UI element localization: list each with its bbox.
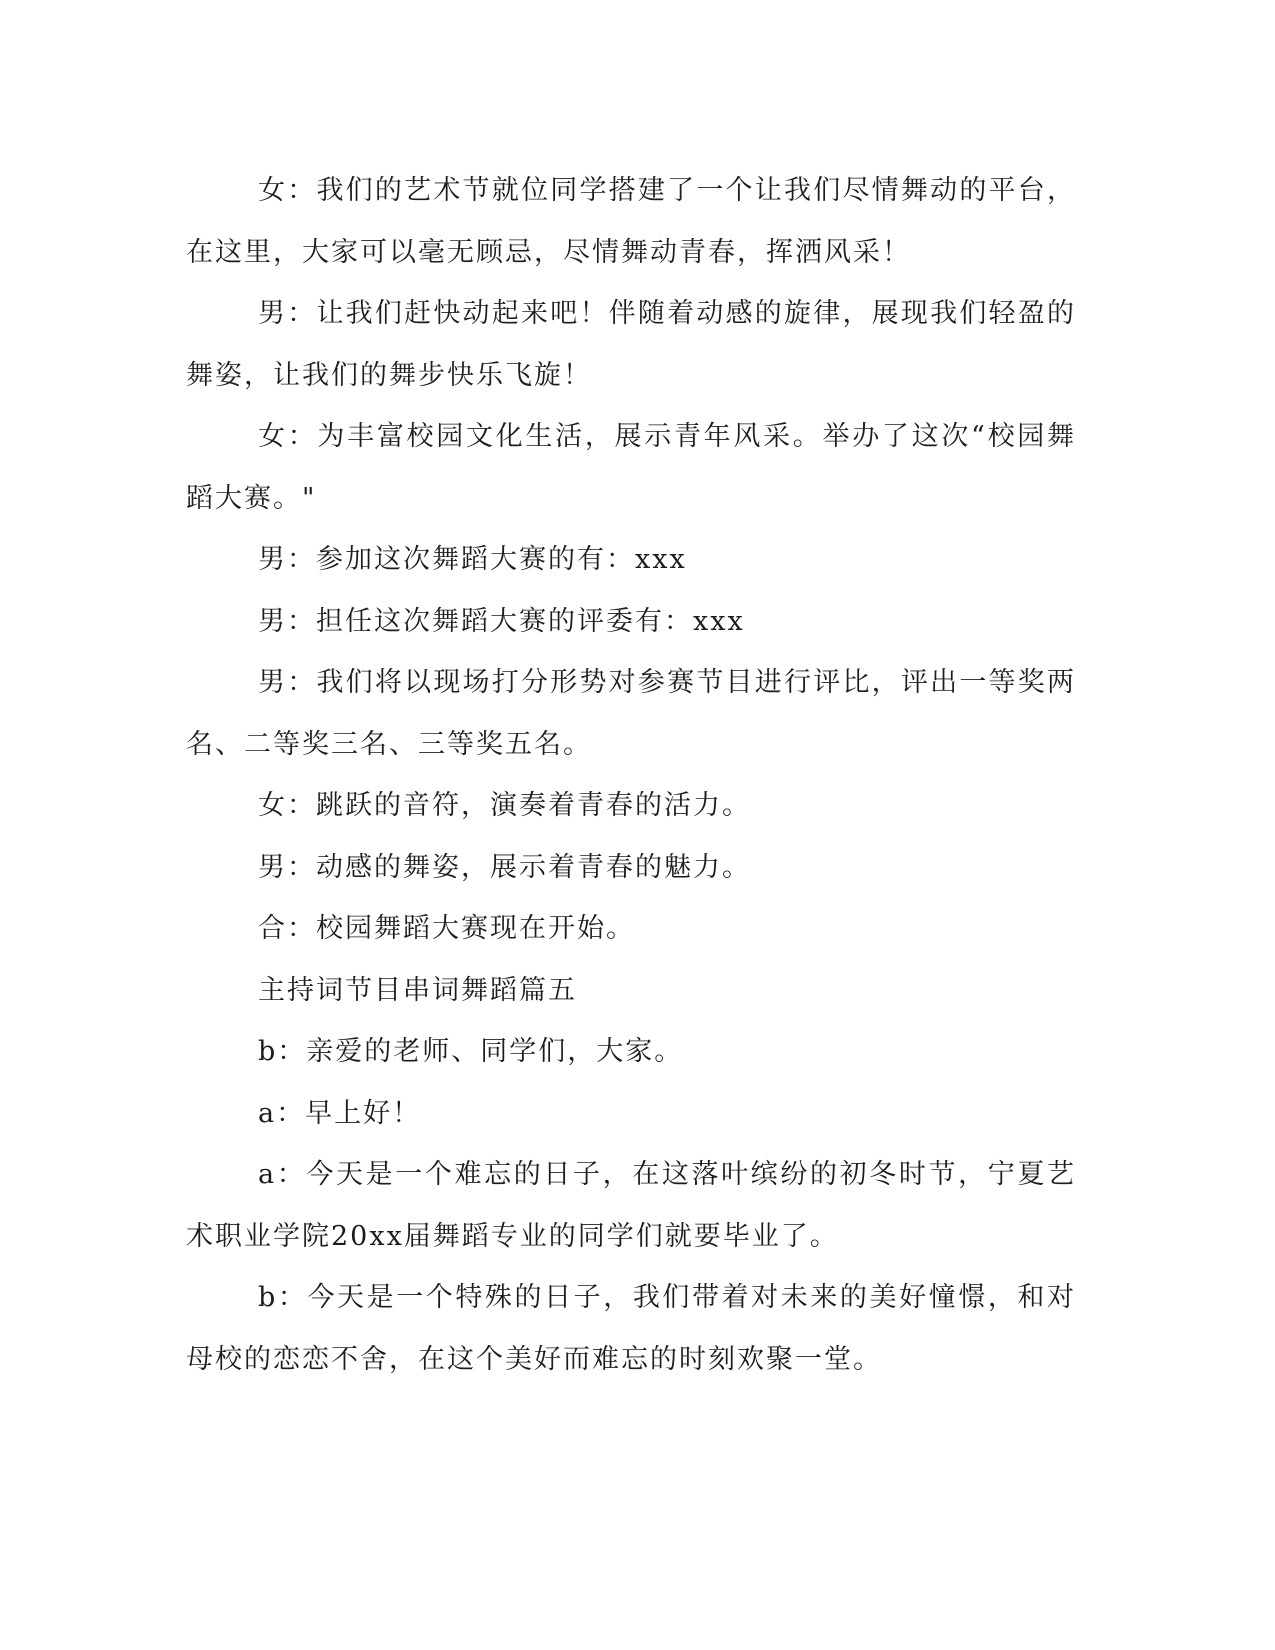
paragraph-5: 男：担任这次舞蹈大赛的评委有：xxx [258, 605, 745, 637]
paragraph-1: 女：我们的艺术节就位同学搭建了一个让我们尽情舞动的平台，在这里，大家可以毫无顾忌，尽情舞动青春，挥洒风采！ [186, 175, 1076, 268]
paragraph-8: 男：动感的舞姿，展示着青春的魅力。 [258, 851, 751, 883]
document-body [186, 160, 1076, 1390]
paragraph-13: a：今天是一个难忘的日子，在这落叶缤纷的初冬时节，宁夏艺术职业学院20xx届舞蹈专业的同学们就要毕业了。 [186, 1159, 1076, 1252]
paragraph-14: b：今天是一个特殊的日子，我们带着对未来的美好憧憬，和对母校的恋恋不舍，在这个美好而难忘的时刻欢聚一堂。 [186, 1282, 1076, 1375]
paragraph-9: 合：校园舞蹈大赛现在开始。 [258, 913, 635, 944]
paragraph-3: 女：为丰富校园文化生活，展示青年风采。举办了这次“校园舞蹈大赛。" [186, 421, 1076, 514]
paragraph-11: b：亲爱的老师、同学们，大家。 [258, 1036, 684, 1067]
section-heading: 主持词节目串词舞蹈篇五 [258, 974, 577, 1006]
paragraph-6: 男：我们将以现场打分形势对参赛节目进行评比，评出一等奖两名、二等奖三名、三等奖五名。 [186, 667, 1076, 760]
paragraph-12: a：早上好！ [258, 1097, 422, 1129]
paragraph-4: 男：参加这次舞蹈大赛的有：xxx [258, 544, 687, 575]
paragraph-7: 女：跳跃的音符，演奏着青春的活力。 [258, 790, 751, 821]
paragraph-2: 男：让我们赶快动起来吧！伴随着动感的旋律，展现我们轻盈的舞姿，让我们的舞步快乐飞旋！ [186, 298, 1076, 391]
